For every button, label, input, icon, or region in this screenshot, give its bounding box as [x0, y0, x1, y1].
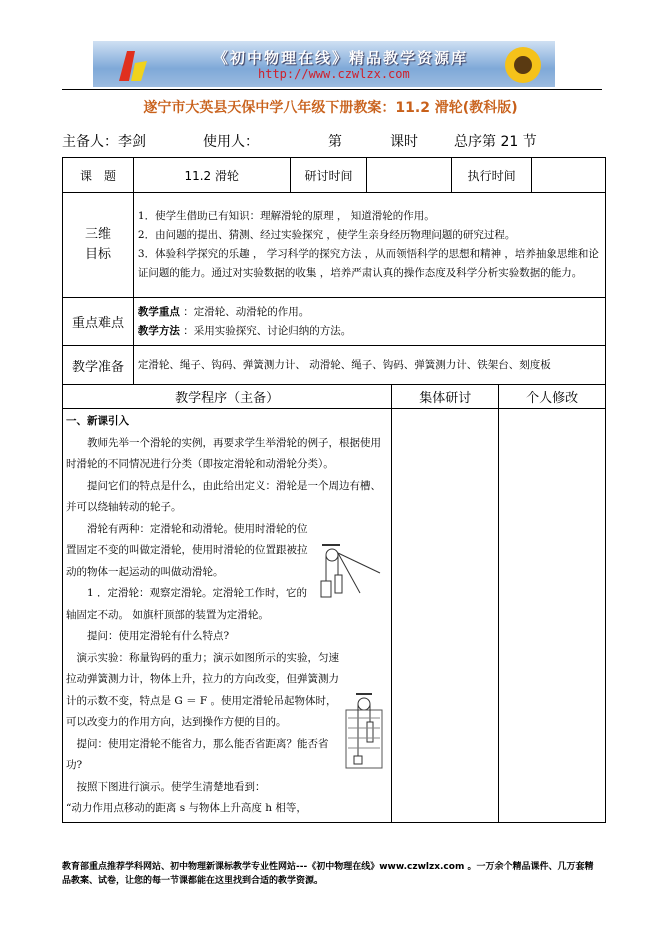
- exec-time-value: [532, 158, 606, 193]
- logo-icon: [115, 49, 155, 85]
- method-text: ：采用实验探究、讨论归纳的方法。: [179, 324, 352, 337]
- paragraph: 演示实验：称量钩码的重力；演示如图所示的实验，匀速拉动弹簧测力计，物体上升，拉力的方向改变，但弹簧测力计的示数不变，特点是 G ＝ F 。使用定滑轮吊起物体时，可以改变力的作用方向，达到操作方便的目的。: [66, 651, 339, 728]
- group-discussion-cell: [392, 409, 499, 823]
- paragraph: 1 ．定滑轮：观察定滑轮。定滑轮工作时，它的轴固定不动。 如旗杆顶部的装置为定滑轮。: [66, 587, 308, 621]
- goal-item: 2．由问题的提出、猜测、经过实验探究 ，使学生亲身经历物理问题的研究过程。: [137, 229, 516, 241]
- discuss-time-label: 研讨时间: [290, 158, 367, 193]
- goals-label-1: 三维: [84, 227, 111, 242]
- fixed-pulley-diagram: [320, 541, 384, 621]
- topic-label: 课 题: [63, 158, 134, 193]
- user-label: 使用人：: [203, 134, 259, 150]
- paragraph: 提问：使用定滑轮不能省力，那么能否省距离？能否省功?: [66, 737, 329, 771]
- procedure-content: [63, 409, 392, 823]
- procedure-header: 教学程序（主备）: [63, 385, 392, 409]
- divider: [62, 89, 602, 90]
- section-heading: 一、新课引入: [66, 415, 129, 427]
- lesson-label: 课时: [390, 134, 418, 150]
- key-points-heading: 教学重点: [137, 305, 180, 318]
- paragraph: 滑轮有两种：定滑轮和动滑轮。使用时滑轮的位置固定不变的叫做定滑轮，使用时滑轮的位置跟被拉动的物体一起运动的叫做动滑轮。: [66, 522, 308, 578]
- topic-value: 11.2 滑轮: [133, 158, 290, 193]
- site-banner: [93, 41, 555, 87]
- paragraph: 教师先举一个滑轮的实例，再要求学生举滑轮的例子，根据使用时滑轮的不同情况进行分类（即按定滑轮和动滑轮分类）。: [66, 436, 381, 470]
- lesson-number-label: 第: [328, 134, 342, 150]
- discuss-time-value: [367, 158, 452, 193]
- group-discussion-header: 集体研讨: [392, 385, 499, 409]
- document-title: 遂宁市大英县天保中学八年级下册教案：11.2 滑轮(教科版): [143, 100, 518, 116]
- paragraph: 提问：使用定滑轮有什么特点?: [87, 630, 230, 642]
- main-preparer: 主备人：李剑: [62, 134, 146, 150]
- prep-label: 教学准备: [63, 346, 134, 385]
- footer-text: 教育部重点推荐学科网站、初中物理新课标教学专业性网站---《初中物理在线》www.czwlzx.com 。一万余个精品课件、几万套精品教案、试卷，让您的每一节课都能在这里找到合适的教学资源。: [62, 862, 594, 886]
- personal-edit-cell: [499, 409, 606, 823]
- key-points-text: ：定滑轮、动滑轮的作用。: [179, 305, 310, 318]
- exec-time-label: 执行时间: [452, 158, 532, 193]
- paragraph: 按照下图进行演示。使学生清楚地看到：: [76, 780, 266, 793]
- banner-title: 《初中物理在线》精品教学资源库: [213, 49, 469, 67]
- paragraph: “动力作用点移动的距离 s 与物体上升高度 h 相等，: [66, 802, 307, 814]
- lesson-plan-table: [62, 157, 606, 823]
- sunflower-icon: [498, 43, 548, 87]
- paragraph: 提问它们的特点是什么，由此给出定义：滑轮是一个周边有槽、并可以绕轴转动的轮子。: [66, 479, 381, 513]
- key-points-label: 重点难点: [63, 298, 134, 346]
- method-heading: 教学方法: [137, 324, 180, 337]
- personal-edit-header: 个人修改: [499, 385, 606, 409]
- banner-url[interactable]: http://www.czwlzx.com: [258, 67, 410, 81]
- pulley-scale-diagram: [344, 692, 384, 772]
- prep-text: 定滑轮、绳子、钩码、弹簧测力计、 动滑轮、绳子、钩码、弹簧测力计、铁架台、刻度板: [133, 346, 605, 385]
- goal-item: 1．使学生借助已有知识：理解滑轮的原理 ， 知道滑轮的作用。: [137, 210, 435, 222]
- goals-label-2: 目标: [84, 247, 111, 262]
- sequence-label: 总序第 21 节: [454, 134, 537, 150]
- goal-item: 3．体验科学探究的乐趣 ， 学习科学的探究方法 ，从而领悟科学的思想和精神 ，培养抽象思维和论证问题的能力。通过对实验数据的收集 ，培养严肃认真的操作态度及科学分析实验数据的能力。: [137, 248, 599, 279]
